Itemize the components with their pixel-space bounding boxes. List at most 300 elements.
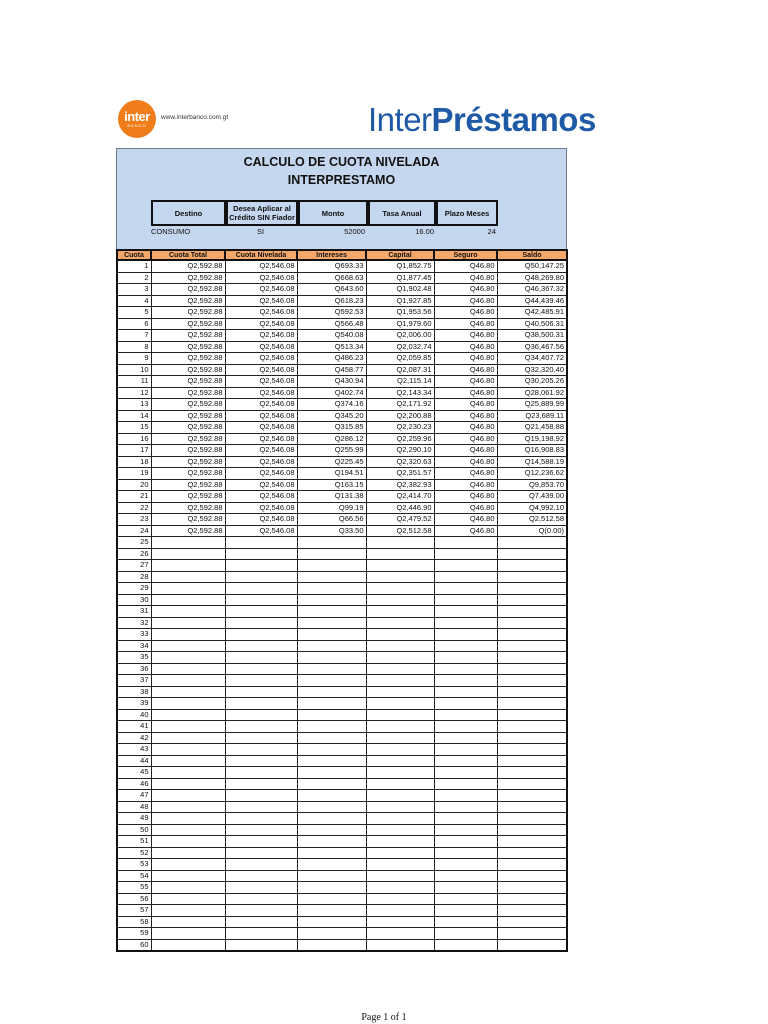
table-cell[interactable] (225, 640, 297, 652)
table-cell[interactable]: Q46.80 (434, 284, 497, 296)
table-cell[interactable] (225, 801, 297, 813)
table-cell[interactable] (151, 640, 225, 652)
table-cell[interactable] (151, 744, 225, 756)
table-cell[interactable] (151, 698, 225, 710)
table-cell[interactable]: 60 (117, 939, 151, 951)
table-cell[interactable]: Q2,592.88 (151, 307, 225, 319)
table-cell[interactable] (366, 537, 434, 549)
table-cell[interactable] (225, 893, 297, 905)
table-cell[interactable] (366, 824, 434, 836)
table-cell[interactable] (434, 882, 497, 894)
table-cell[interactable] (297, 732, 366, 744)
table-cell[interactable] (497, 606, 567, 618)
table-cell[interactable] (366, 916, 434, 928)
table-cell[interactable]: 56 (117, 893, 151, 905)
table-cell[interactable]: 27 (117, 560, 151, 572)
table-cell[interactable] (297, 801, 366, 813)
table-cell[interactable]: Q46.80 (434, 260, 497, 272)
table-cell[interactable] (297, 709, 366, 721)
table-cell[interactable]: Q46.80 (434, 502, 497, 514)
table-cell[interactable]: Q2,546.08 (225, 295, 297, 307)
table-cell[interactable] (297, 721, 366, 733)
table-cell[interactable] (497, 767, 567, 779)
table-cell[interactable]: Q2,546.08 (225, 468, 297, 480)
table-cell[interactable]: Q50,147.25 (497, 260, 567, 272)
table-cell[interactable]: Q32,320.40 (497, 364, 567, 376)
table-cell[interactable] (497, 709, 567, 721)
table-cell[interactable]: Q2,546.08 (225, 353, 297, 365)
table-cell[interactable] (297, 606, 366, 618)
table-cell[interactable]: Q40,506.31 (497, 318, 567, 330)
table-cell[interactable] (151, 836, 225, 848)
table-cell[interactable]: Q2,592.88 (151, 433, 225, 445)
table-cell[interactable]: Q2,546.08 (225, 341, 297, 353)
table-cell[interactable]: 14 (117, 410, 151, 422)
table-cell[interactable] (151, 928, 225, 940)
table-cell[interactable] (297, 778, 366, 790)
table-cell[interactable] (366, 594, 434, 606)
table-cell[interactable]: Q36,467.56 (497, 341, 567, 353)
table-cell[interactable] (366, 893, 434, 905)
table-cell[interactable]: Q255.99 (297, 445, 366, 457)
table-cell[interactable]: Q46.80 (434, 525, 497, 537)
table-cell[interactable] (497, 594, 567, 606)
table-cell[interactable] (225, 928, 297, 940)
table-cell[interactable]: Q2,479.52 (366, 514, 434, 526)
table-cell[interactable]: Q540.08 (297, 330, 366, 342)
table-cell[interactable]: 43 (117, 744, 151, 756)
table-cell[interactable] (497, 652, 567, 664)
table-cell[interactable] (434, 686, 497, 698)
table-cell[interactable] (297, 560, 366, 572)
table-cell[interactable] (366, 675, 434, 687)
table-cell[interactable]: 23 (117, 514, 151, 526)
table-cell[interactable]: Q2,592.88 (151, 525, 225, 537)
table-cell[interactable]: Q2,546.08 (225, 433, 297, 445)
table-cell[interactable] (497, 928, 567, 940)
table-cell[interactable]: Q46,367.32 (497, 284, 567, 296)
table-cell[interactable] (225, 755, 297, 767)
table-cell[interactable]: Q2,592.88 (151, 514, 225, 526)
table-cell[interactable]: Q592.53 (297, 307, 366, 319)
table-cell[interactable]: Q566.48 (297, 318, 366, 330)
table-cell[interactable] (151, 537, 225, 549)
table-cell[interactable]: Q2,592.88 (151, 456, 225, 468)
table-cell[interactable]: Q2,546.08 (225, 422, 297, 434)
table-cell[interactable]: Q7,439.00 (497, 491, 567, 503)
table-cell[interactable] (151, 617, 225, 629)
table-cell[interactable]: 5 (117, 307, 151, 319)
table-cell[interactable]: Q2,592.88 (151, 445, 225, 457)
table-cell[interactable]: Q2,382.93 (366, 479, 434, 491)
table-cell[interactable]: Q131.38 (297, 491, 366, 503)
table-cell[interactable] (497, 755, 567, 767)
table-cell[interactable] (434, 916, 497, 928)
table-cell[interactable] (366, 583, 434, 595)
table-cell[interactable] (497, 778, 567, 790)
table-cell[interactable] (497, 548, 567, 560)
table-cell[interactable] (225, 882, 297, 894)
table-cell[interactable]: Q374.16 (297, 399, 366, 411)
table-cell[interactable]: Q28,061.92 (497, 387, 567, 399)
table-cell[interactable] (497, 824, 567, 836)
table-cell[interactable] (497, 836, 567, 848)
table-cell[interactable]: 37 (117, 675, 151, 687)
table-cell[interactable]: Q2,592.88 (151, 410, 225, 422)
table-cell[interactable] (366, 778, 434, 790)
table-cell[interactable]: 17 (117, 445, 151, 457)
table-cell[interactable] (297, 686, 366, 698)
table-cell[interactable]: Q2,006.00 (366, 330, 434, 342)
table-cell[interactable]: Q2,230.23 (366, 422, 434, 434)
table-cell[interactable]: Q48,269.80 (497, 272, 567, 284)
table-cell[interactable]: 34 (117, 640, 151, 652)
table-cell[interactable] (434, 870, 497, 882)
param-plazo-value[interactable]: 24 (487, 227, 496, 236)
param-aplicar-value[interactable]: SI (257, 227, 265, 236)
table-cell[interactable]: Q2,546.08 (225, 318, 297, 330)
table-cell[interactable] (151, 790, 225, 802)
table-cell[interactable]: 36 (117, 663, 151, 675)
table-cell[interactable]: Q30,205.26 (497, 376, 567, 388)
table-cell[interactable] (297, 813, 366, 825)
table-cell[interactable]: 12 (117, 387, 151, 399)
table-cell[interactable] (497, 939, 567, 951)
table-cell[interactable] (225, 767, 297, 779)
table-cell[interactable]: 26 (117, 548, 151, 560)
table-cell[interactable] (366, 709, 434, 721)
table-cell[interactable] (297, 847, 366, 859)
table-cell[interactable] (497, 859, 567, 871)
table-cell[interactable] (366, 721, 434, 733)
table-cell[interactable] (225, 939, 297, 951)
table-cell[interactable] (497, 744, 567, 756)
table-cell[interactable] (297, 663, 366, 675)
table-cell[interactable]: Q2,546.08 (225, 272, 297, 284)
table-cell[interactable]: 44 (117, 755, 151, 767)
table-cell[interactable]: Q46.80 (434, 422, 497, 434)
table-cell[interactable]: Q225.45 (297, 456, 366, 468)
table-cell[interactable]: 3 (117, 284, 151, 296)
table-cell[interactable]: Q46.80 (434, 341, 497, 353)
table-cell[interactable] (497, 893, 567, 905)
website-link[interactable]: www.interbanco.com.gt (161, 114, 229, 121)
table-cell[interactable]: Q2,592.88 (151, 376, 225, 388)
table-cell[interactable]: Q46.80 (434, 468, 497, 480)
table-cell[interactable]: Q2,592.88 (151, 479, 225, 491)
table-cell[interactable]: Q2,592.88 (151, 422, 225, 434)
table-cell[interactable] (225, 721, 297, 733)
table-cell[interactable]: Q513.34 (297, 341, 366, 353)
table-cell[interactable] (434, 663, 497, 675)
table-cell[interactable] (151, 571, 225, 583)
table-cell[interactable] (497, 571, 567, 583)
table-cell[interactable] (225, 859, 297, 871)
table-cell[interactable] (151, 686, 225, 698)
table-cell[interactable]: Q345.20 (297, 410, 366, 422)
table-cell[interactable]: Q14,588.19 (497, 456, 567, 468)
table-cell[interactable]: Q2,059.85 (366, 353, 434, 365)
table-cell[interactable]: Q2,592.88 (151, 364, 225, 376)
table-cell[interactable]: 41 (117, 721, 151, 733)
table-cell[interactable] (434, 732, 497, 744)
table-cell[interactable] (297, 698, 366, 710)
table-cell[interactable] (497, 640, 567, 652)
table-cell[interactable] (151, 916, 225, 928)
table-cell[interactable] (297, 594, 366, 606)
table-cell[interactable]: Q66.56 (297, 514, 366, 526)
table-cell[interactable] (297, 629, 366, 641)
table-cell[interactable] (225, 824, 297, 836)
table-cell[interactable]: 4 (117, 295, 151, 307)
table-cell[interactable]: 47 (117, 790, 151, 802)
table-cell[interactable]: Q2,115.14 (366, 376, 434, 388)
table-cell[interactable]: Q2,592.88 (151, 284, 225, 296)
table-cell[interactable] (497, 882, 567, 894)
table-cell[interactable] (225, 571, 297, 583)
table-cell[interactable] (225, 870, 297, 882)
table-cell[interactable]: Q46.80 (434, 307, 497, 319)
table-cell[interactable] (297, 882, 366, 894)
table-cell[interactable] (225, 560, 297, 572)
table-cell[interactable]: Q2,592.88 (151, 341, 225, 353)
table-cell[interactable] (151, 583, 225, 595)
table-cell[interactable] (297, 571, 366, 583)
table-cell[interactable]: Q42,485.91 (497, 307, 567, 319)
table-cell[interactable] (225, 594, 297, 606)
table-cell[interactable] (366, 560, 434, 572)
table-cell[interactable] (497, 790, 567, 802)
table-cell[interactable]: 58 (117, 916, 151, 928)
table-cell[interactable]: Q2,546.08 (225, 376, 297, 388)
table-cell[interactable] (297, 928, 366, 940)
table-cell[interactable] (225, 606, 297, 618)
table-cell[interactable] (434, 709, 497, 721)
table-cell[interactable] (434, 824, 497, 836)
table-cell[interactable]: Q1,927.85 (366, 295, 434, 307)
table-cell[interactable] (297, 583, 366, 595)
table-cell[interactable] (434, 560, 497, 572)
table-cell[interactable] (366, 790, 434, 802)
table-cell[interactable] (151, 905, 225, 917)
table-cell[interactable]: Q618.23 (297, 295, 366, 307)
table-cell[interactable] (366, 847, 434, 859)
table-cell[interactable] (151, 801, 225, 813)
table-cell[interactable]: 48 (117, 801, 151, 813)
table-cell[interactable] (225, 847, 297, 859)
table-cell[interactable]: 51 (117, 836, 151, 848)
table-cell[interactable] (434, 744, 497, 756)
table-cell[interactable] (297, 916, 366, 928)
table-cell[interactable]: Q46.80 (434, 330, 497, 342)
table-cell[interactable] (297, 870, 366, 882)
table-cell[interactable] (151, 548, 225, 560)
table-cell[interactable] (225, 790, 297, 802)
table-cell[interactable] (434, 652, 497, 664)
table-cell[interactable]: Q(0.00) (497, 525, 567, 537)
table-cell[interactable] (434, 836, 497, 848)
table-cell[interactable] (366, 629, 434, 641)
table-cell[interactable] (497, 732, 567, 744)
table-cell[interactable]: 18 (117, 456, 151, 468)
table-cell[interactable] (151, 560, 225, 572)
table-cell[interactable]: Q46.80 (434, 479, 497, 491)
table-cell[interactable] (434, 617, 497, 629)
table-cell[interactable] (225, 698, 297, 710)
table-cell[interactable]: Q430.94 (297, 376, 366, 388)
table-cell[interactable]: 19 (117, 468, 151, 480)
table-cell[interactable]: Q2,259.96 (366, 433, 434, 445)
table-cell[interactable]: Q458.77 (297, 364, 366, 376)
table-cell[interactable] (366, 928, 434, 940)
table-cell[interactable] (434, 583, 497, 595)
table-cell[interactable]: 2 (117, 272, 151, 284)
table-cell[interactable]: Q2,546.08 (225, 502, 297, 514)
table-cell[interactable] (225, 583, 297, 595)
table-cell[interactable]: Q2,546.08 (225, 399, 297, 411)
table-cell[interactable]: Q46.80 (434, 353, 497, 365)
table-cell[interactable] (297, 548, 366, 560)
table-cell[interactable] (497, 813, 567, 825)
table-cell[interactable] (297, 939, 366, 951)
table-cell[interactable]: Q2,546.08 (225, 330, 297, 342)
table-cell[interactable]: Q2,200.88 (366, 410, 434, 422)
table-cell[interactable] (434, 801, 497, 813)
table-cell[interactable]: 22 (117, 502, 151, 514)
table-cell[interactable]: Q2,546.08 (225, 525, 297, 537)
table-cell[interactable]: 50 (117, 824, 151, 836)
table-cell[interactable]: Q34,407.72 (497, 353, 567, 365)
table-cell[interactable] (225, 537, 297, 549)
table-cell[interactable]: 31 (117, 606, 151, 618)
table-cell[interactable]: 32 (117, 617, 151, 629)
table-cell[interactable] (225, 836, 297, 848)
table-cell[interactable] (366, 652, 434, 664)
table-cell[interactable] (297, 824, 366, 836)
table-cell[interactable]: 38 (117, 686, 151, 698)
table-cell[interactable] (366, 755, 434, 767)
table-cell[interactable] (297, 859, 366, 871)
table-cell[interactable] (151, 663, 225, 675)
table-cell[interactable] (225, 629, 297, 641)
table-cell[interactable]: 11 (117, 376, 151, 388)
table-cell[interactable] (497, 537, 567, 549)
table-cell[interactable] (151, 893, 225, 905)
table-cell[interactable]: Q99.19 (297, 502, 366, 514)
table-cell[interactable]: Q2,546.08 (225, 445, 297, 457)
table-cell[interactable] (434, 548, 497, 560)
table-cell[interactable]: Q1,902.48 (366, 284, 434, 296)
table-cell[interactable]: Q2,592.88 (151, 295, 225, 307)
table-cell[interactable]: Q163.15 (297, 479, 366, 491)
table-cell[interactable]: Q2,592.88 (151, 387, 225, 399)
table-cell[interactable]: 21 (117, 491, 151, 503)
table-cell[interactable] (366, 801, 434, 813)
table-cell[interactable]: Q2,592.88 (151, 318, 225, 330)
table-cell[interactable] (151, 755, 225, 767)
table-cell[interactable]: Q2,171.92 (366, 399, 434, 411)
table-cell[interactable] (297, 767, 366, 779)
table-cell[interactable]: Q46.80 (434, 376, 497, 388)
table-cell[interactable] (151, 732, 225, 744)
table-cell[interactable]: Q46.80 (434, 410, 497, 422)
table-cell[interactable]: 9 (117, 353, 151, 365)
table-cell[interactable] (497, 698, 567, 710)
table-cell[interactable]: Q402.74 (297, 387, 366, 399)
table-cell[interactable]: 8 (117, 341, 151, 353)
table-cell[interactable] (366, 870, 434, 882)
table-cell[interactable] (434, 778, 497, 790)
table-cell[interactable] (151, 847, 225, 859)
table-cell[interactable]: Q46.80 (434, 295, 497, 307)
table-cell[interactable]: Q2,512.58 (497, 514, 567, 526)
table-cell[interactable] (225, 778, 297, 790)
table-cell[interactable]: Q1,877.45 (366, 272, 434, 284)
table-cell[interactable] (297, 755, 366, 767)
table-cell[interactable] (366, 571, 434, 583)
table-cell[interactable]: Q2,592.88 (151, 399, 225, 411)
table-cell[interactable]: 29 (117, 583, 151, 595)
table-cell[interactable]: 57 (117, 905, 151, 917)
table-cell[interactable]: Q2,351.57 (366, 468, 434, 480)
table-cell[interactable]: Q486.23 (297, 353, 366, 365)
table-cell[interactable] (151, 594, 225, 606)
table-cell[interactable] (434, 755, 497, 767)
table-cell[interactable] (366, 836, 434, 848)
table-cell[interactable] (434, 928, 497, 940)
table-cell[interactable]: Q2,087.31 (366, 364, 434, 376)
table-cell[interactable] (225, 675, 297, 687)
table-cell[interactable] (366, 606, 434, 618)
table-cell[interactable] (497, 905, 567, 917)
table-cell[interactable]: Q46.80 (434, 445, 497, 457)
table-cell[interactable]: Q2,546.08 (225, 410, 297, 422)
table-cell[interactable]: 42 (117, 732, 151, 744)
table-cell[interactable] (366, 548, 434, 560)
table-cell[interactable] (151, 606, 225, 618)
table-cell[interactable] (434, 893, 497, 905)
table-cell[interactable] (366, 698, 434, 710)
table-cell[interactable] (434, 790, 497, 802)
table-cell[interactable]: Q2,546.08 (225, 387, 297, 399)
table-cell[interactable]: 55 (117, 882, 151, 894)
table-cell[interactable]: 30 (117, 594, 151, 606)
table-cell[interactable] (151, 813, 225, 825)
table-cell[interactable] (151, 939, 225, 951)
table-cell[interactable]: Q23,689.11 (497, 410, 567, 422)
table-cell[interactable] (297, 744, 366, 756)
table-cell[interactable]: 28 (117, 571, 151, 583)
table-cell[interactable] (497, 617, 567, 629)
table-cell[interactable]: Q2,414.70 (366, 491, 434, 503)
table-cell[interactable] (151, 870, 225, 882)
table-cell[interactable] (434, 721, 497, 733)
table-cell[interactable]: 52 (117, 847, 151, 859)
table-cell[interactable] (225, 652, 297, 664)
table-cell[interactable]: Q2,143.34 (366, 387, 434, 399)
table-cell[interactable] (151, 859, 225, 871)
table-cell[interactable] (151, 652, 225, 664)
table-cell[interactable] (497, 721, 567, 733)
table-cell[interactable] (497, 686, 567, 698)
table-cell[interactable] (297, 640, 366, 652)
table-cell[interactable] (366, 939, 434, 951)
table-cell[interactable]: Q2,546.08 (225, 260, 297, 272)
table-cell[interactable] (366, 744, 434, 756)
table-cell[interactable] (297, 675, 366, 687)
table-cell[interactable]: 13 (117, 399, 151, 411)
table-cell[interactable] (366, 617, 434, 629)
